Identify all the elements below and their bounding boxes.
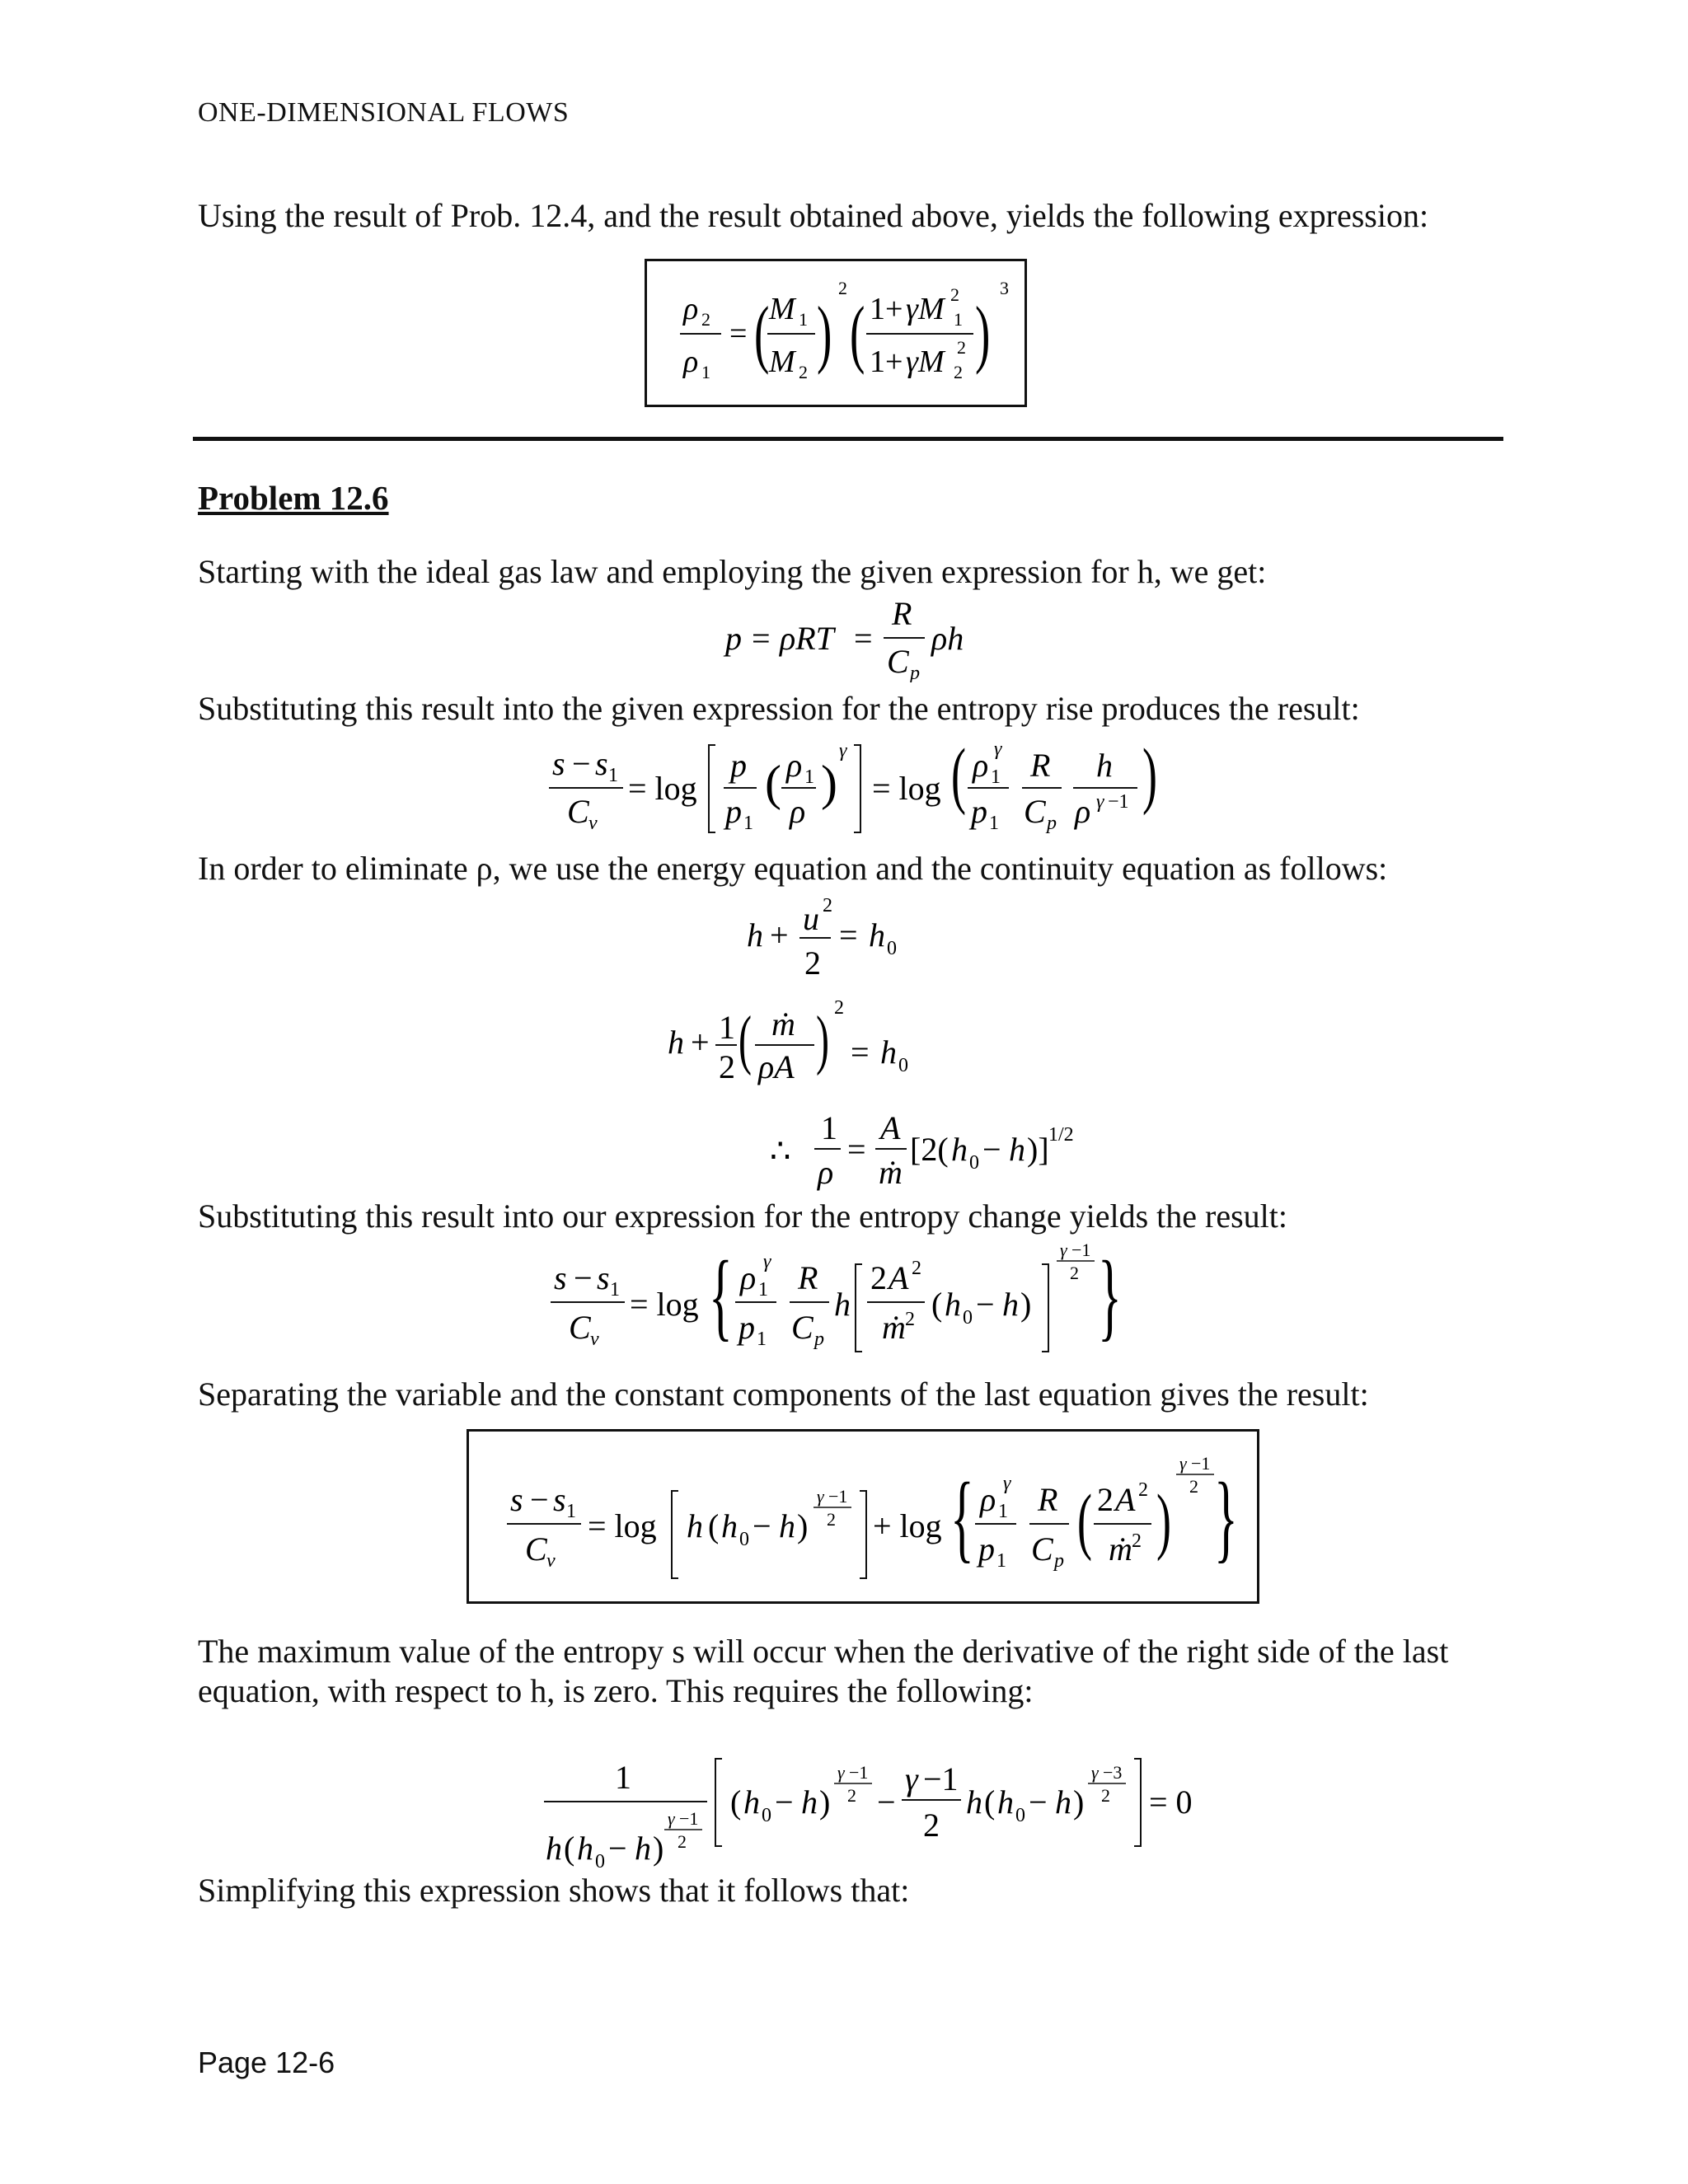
svg-text:ρ: ρ <box>1075 793 1091 830</box>
svg-text:C: C <box>791 1309 814 1346</box>
svg-text:ρ: ρ <box>683 344 699 379</box>
svg-text:u: u <box>803 900 819 937</box>
svg-text:−3: −3 <box>1103 1762 1123 1783</box>
svg-text:h: h <box>687 1507 703 1544</box>
svg-text:h: h <box>1009 1131 1025 1168</box>
svg-text:p: p <box>725 620 742 657</box>
svg-text:2: 2 <box>827 1509 836 1530</box>
svg-text:2: 2 <box>1101 1785 1110 1806</box>
svg-text:=: = <box>851 1033 870 1071</box>
svg-text:γM: γM <box>906 292 945 326</box>
svg-text:−: − <box>530 1481 549 1518</box>
svg-text:ṁ: ṁ <box>771 1005 795 1043</box>
svg-text:=: = <box>847 1131 866 1168</box>
paragraph-2: Substituting this result into the given expression for the entropy rise produces the result: <box>198 690 1360 727</box>
svg-text:{: { <box>950 1461 974 1572</box>
svg-text:2: 2 <box>678 1831 687 1852</box>
page-number: Page 12-6 <box>198 2046 335 2079</box>
svg-text:= 0: = 0 <box>1149 1783 1193 1821</box>
svg-text:2: 2 <box>923 1807 940 1844</box>
svg-text:p: p <box>814 1329 824 1350</box>
intro-text: Using the result of Prob. 12.4, and the result obtained above, yields the following expression: <box>198 197 1429 234</box>
svg-text:γ: γ <box>763 1251 771 1272</box>
svg-text:[2(: [2( <box>910 1131 949 1168</box>
svg-text:0: 0 <box>887 938 897 959</box>
svg-text:1: 1 <box>954 309 963 330</box>
svg-text:s: s <box>554 1259 567 1296</box>
svg-text:h: h <box>869 916 885 954</box>
svg-text:)]: )] <box>1027 1131 1049 1168</box>
boxed-equation-density-ratio <box>645 259 1027 407</box>
svg-text:1: 1 <box>804 766 814 788</box>
svg-text:1: 1 <box>996 1550 1006 1572</box>
svg-text:h: h <box>721 1507 738 1544</box>
svg-text:): ) <box>819 1783 831 1821</box>
svg-text:γ: γ <box>905 1760 918 1797</box>
svg-text:1: 1 <box>610 1279 620 1301</box>
svg-text:): ) <box>653 1830 664 1867</box>
svg-text:−1: −1 <box>1191 1453 1211 1474</box>
svg-text:γM: γM <box>906 344 945 379</box>
svg-text:−1: −1 <box>1108 791 1129 813</box>
svg-text:C: C <box>1024 793 1046 830</box>
svg-text:ρ: ρ <box>980 1481 996 1518</box>
svg-text:v: v <box>588 813 598 834</box>
svg-text:2: 2 <box>719 1048 735 1085</box>
equation-entropy-2 <box>544 1236 1170 1360</box>
svg-text:}: } <box>1098 1240 1122 1351</box>
svg-text:1/2: 1/2 <box>1048 1124 1074 1146</box>
svg-text:γ: γ <box>668 1808 675 1829</box>
svg-text:2: 2 <box>804 944 821 982</box>
svg-text:v: v <box>546 1550 556 1572</box>
svg-text:1: 1 <box>615 1759 631 1796</box>
svg-text:R: R <box>1038 1481 1058 1518</box>
svg-text:ρA: ρA <box>758 1048 795 1085</box>
svg-text:h: h <box>966 1783 982 1821</box>
svg-text:ρ: ρ <box>786 747 803 784</box>
svg-text:2: 2 <box>950 284 959 305</box>
svg-text:2: 2 <box>1132 1530 1142 1552</box>
svg-text:A: A <box>1115 1481 1136 1518</box>
svg-text:h: h <box>743 1783 760 1821</box>
paragraph-6: The maximum value of the entropy s will occur when the derivative of the right side of the last equation, with respect to h, is zero. This requires the following: <box>198 1633 1449 1709</box>
svg-text:2: 2 <box>1097 1481 1114 1518</box>
svg-text:−: − <box>572 745 591 782</box>
svg-text:1: 1 <box>743 813 753 834</box>
svg-text:h: h <box>1096 747 1113 784</box>
svg-text:= log: = log <box>588 1507 657 1544</box>
svg-text:0: 0 <box>739 1529 749 1550</box>
svg-text:2: 2 <box>799 362 808 382</box>
svg-text:1: 1 <box>701 362 710 382</box>
svg-text:= log: = log <box>628 770 697 807</box>
running-header: ONE-DIMENSIONAL FLOWS <box>198 97 570 128</box>
svg-text:γ: γ <box>1091 1762 1099 1783</box>
svg-text:−: − <box>1029 1783 1048 1821</box>
svg-text:1: 1 <box>989 813 999 834</box>
svg-text:p: p <box>730 747 747 784</box>
svg-text:h: h <box>577 1830 593 1867</box>
svg-text:h: h <box>1002 1286 1019 1323</box>
svg-text:(: ( <box>931 1286 943 1323</box>
svg-text:h: h <box>546 1830 562 1867</box>
svg-text:−: − <box>753 1507 771 1544</box>
svg-text:(: ( <box>730 1783 742 1821</box>
svg-text:1: 1 <box>821 1109 837 1146</box>
svg-text:ρ: ρ <box>740 1259 757 1296</box>
svg-text:R: R <box>1030 747 1051 784</box>
svg-text:): ) <box>817 291 832 376</box>
svg-text:=: = <box>752 620 771 657</box>
svg-text:): ) <box>1156 1480 1171 1563</box>
svg-text:= log: = log <box>872 770 941 807</box>
svg-text:γ: γ <box>1096 791 1104 813</box>
svg-text:R: R <box>798 1259 818 1296</box>
svg-text:+: + <box>770 916 789 954</box>
svg-text:p: p <box>971 793 987 830</box>
svg-text:2: 2 <box>701 309 710 330</box>
svg-text:(: ( <box>850 291 865 376</box>
paragraph-5: Separating the variable and the constant components of the last equation gives the result: <box>198 1376 1369 1413</box>
svg-text:1: 1 <box>608 765 618 786</box>
svg-text:p: p <box>978 1530 995 1568</box>
svg-text:h: h <box>668 1024 684 1061</box>
svg-text:C: C <box>567 793 589 830</box>
svg-text:p: p <box>1054 1550 1064 1572</box>
svg-text:h: h <box>747 916 763 954</box>
svg-text:C: C <box>887 643 909 680</box>
svg-text:s: s <box>597 1259 610 1296</box>
svg-text:): ) <box>797 1507 809 1544</box>
equation-energy-2 <box>664 991 928 1098</box>
svg-text:2: 2 <box>870 1259 887 1296</box>
svg-text:1: 1 <box>566 1501 576 1522</box>
svg-text:2: 2 <box>834 997 844 1019</box>
svg-text:ṁ: ṁ <box>879 1154 903 1191</box>
svg-text:h: h <box>779 1507 795 1544</box>
svg-text:0: 0 <box>1015 1805 1025 1826</box>
svg-text:γ: γ <box>994 738 1002 760</box>
svg-text:−: − <box>877 1783 896 1821</box>
svg-text:0: 0 <box>762 1805 771 1826</box>
equation-continuity <box>767 1101 1096 1200</box>
section-divider <box>193 437 1503 441</box>
svg-text:2: 2 <box>957 337 966 358</box>
svg-text:ρ: ρ <box>973 747 989 784</box>
svg-text:−: − <box>775 1783 794 1821</box>
svg-text:2: 2 <box>823 895 832 916</box>
svg-text:ρ: ρ <box>790 793 806 830</box>
svg-text:h: h <box>801 1783 818 1821</box>
svg-text:=: = <box>839 916 858 954</box>
svg-text:): ) <box>1073 1783 1085 1821</box>
svg-text:=: = <box>729 316 748 351</box>
svg-text:s: s <box>553 1481 566 1518</box>
svg-text:2: 2 <box>847 1785 856 1806</box>
paragraph-7: Simplifying this expression shows that it follows that: <box>198 1872 910 1909</box>
svg-text:γ: γ <box>839 740 847 762</box>
svg-text:1: 1 <box>757 1329 767 1350</box>
svg-text:s: s <box>595 745 608 782</box>
svg-text:): ) <box>975 291 991 376</box>
svg-text:h: h <box>1055 1783 1071 1821</box>
svg-text:2: 2 <box>954 362 963 382</box>
svg-text:): ) <box>1142 734 1157 817</box>
svg-text:(: ( <box>984 1783 996 1821</box>
svg-text:C: C <box>569 1309 591 1346</box>
svg-text:p: p <box>1047 813 1057 834</box>
svg-text:ṁ: ṁ <box>882 1309 906 1346</box>
paragraph-4: Substituting this result into our expression for the entropy change yields the result: <box>198 1197 1288 1235</box>
svg-text:h: h <box>997 1783 1014 1821</box>
svg-text:p: p <box>910 663 920 682</box>
svg-text:γ: γ <box>1060 1240 1067 1260</box>
svg-text:}: } <box>1214 1461 1238 1572</box>
svg-text:−1: −1 <box>828 1486 848 1507</box>
svg-text:(: ( <box>738 1003 752 1077</box>
svg-text:−: − <box>608 1830 627 1867</box>
svg-text:(: ( <box>765 756 781 810</box>
svg-text:∴: ∴ <box>770 1132 791 1169</box>
svg-text:v: v <box>590 1329 599 1350</box>
svg-text:M: M <box>769 344 795 379</box>
svg-text:=: = <box>854 620 873 657</box>
svg-text:ρh: ρh <box>931 620 964 657</box>
equation-energy-1 <box>742 895 940 986</box>
svg-text:ṁ: ṁ <box>1109 1530 1132 1568</box>
svg-text:+ log: + log <box>873 1507 942 1544</box>
svg-text:0: 0 <box>969 1152 979 1174</box>
svg-text:1: 1 <box>998 1501 1008 1522</box>
svg-text:1: 1 <box>719 1009 735 1046</box>
svg-text:ρ: ρ <box>818 1154 834 1191</box>
svg-text:+: + <box>691 1024 710 1061</box>
svg-text:−1: −1 <box>1071 1240 1091 1260</box>
svg-text:−1: −1 <box>849 1762 869 1783</box>
svg-text:2: 2 <box>1189 1476 1198 1497</box>
svg-text:(: ( <box>564 1830 575 1867</box>
svg-text:3: 3 <box>1000 278 1009 298</box>
svg-text:{: { <box>709 1240 733 1351</box>
svg-text:A: A <box>889 1259 909 1296</box>
equation-derivative <box>536 1744 1236 1876</box>
svg-text:(: ( <box>754 291 770 376</box>
svg-text:−1: −1 <box>679 1808 699 1829</box>
svg-text:s: s <box>510 1481 523 1518</box>
svg-text:C: C <box>1031 1530 1053 1568</box>
paragraph-1: Starting with the ideal gas law and employing the given expression for h, we get: <box>198 553 1267 590</box>
paragraph-3: In order to eliminate ρ, we use the energy equation and the continuity equation as follows: <box>198 850 1388 887</box>
svg-text:2: 2 <box>1138 1479 1148 1501</box>
svg-text:C: C <box>525 1530 547 1568</box>
svg-text:−: − <box>976 1286 995 1323</box>
svg-text:h: h <box>834 1286 851 1323</box>
svg-text:R: R <box>892 595 912 632</box>
svg-text:2: 2 <box>905 1309 915 1330</box>
problem-title: Problem 12.6 <box>198 479 389 517</box>
svg-text:(: ( <box>951 734 966 817</box>
svg-text:γ: γ <box>837 1762 845 1783</box>
svg-text:h: h <box>951 1131 968 1168</box>
svg-text:γ: γ <box>817 1486 824 1507</box>
svg-text:h: h <box>880 1033 897 1071</box>
svg-text:M: M <box>769 292 795 326</box>
svg-text:1: 1 <box>799 309 808 330</box>
svg-text:p: p <box>725 793 742 830</box>
equation-ideal-gas <box>709 592 1006 682</box>
svg-text:(: ( <box>1077 1480 1092 1563</box>
svg-text:= log: = log <box>630 1286 699 1323</box>
svg-text:1: 1 <box>991 766 1001 788</box>
svg-text:(: ( <box>708 1507 720 1544</box>
svg-text:ρ: ρ <box>683 292 699 326</box>
svg-text:): ) <box>1020 1286 1032 1323</box>
svg-text:p: p <box>738 1309 755 1346</box>
svg-text:γ: γ <box>1003 1473 1011 1494</box>
svg-text:s: s <box>552 745 565 782</box>
svg-text:γ: γ <box>1179 1453 1187 1474</box>
svg-text:2: 2 <box>1070 1263 1079 1283</box>
svg-text:ρRT: ρRT <box>780 620 834 657</box>
svg-text:1+: 1+ <box>870 344 903 379</box>
svg-text:−1: −1 <box>923 1760 959 1797</box>
svg-text:0: 0 <box>898 1055 908 1076</box>
boxed-equation-entropy-3 <box>467 1429 1259 1604</box>
svg-text:2: 2 <box>838 278 847 298</box>
svg-text:h: h <box>635 1830 651 1867</box>
svg-text:A: A <box>880 1109 901 1146</box>
svg-text:1+: 1+ <box>870 292 903 326</box>
equation-entropy-1 <box>528 733 1187 841</box>
svg-text:h: h <box>945 1286 961 1323</box>
svg-text:0: 0 <box>963 1307 973 1329</box>
svg-text:): ) <box>821 756 837 810</box>
svg-text:0: 0 <box>595 1851 605 1872</box>
svg-text:2: 2 <box>912 1258 921 1279</box>
svg-text:): ) <box>816 1003 829 1077</box>
svg-text:1: 1 <box>758 1279 768 1301</box>
svg-text:−: − <box>574 1259 593 1296</box>
svg-text:−: − <box>982 1131 1001 1168</box>
